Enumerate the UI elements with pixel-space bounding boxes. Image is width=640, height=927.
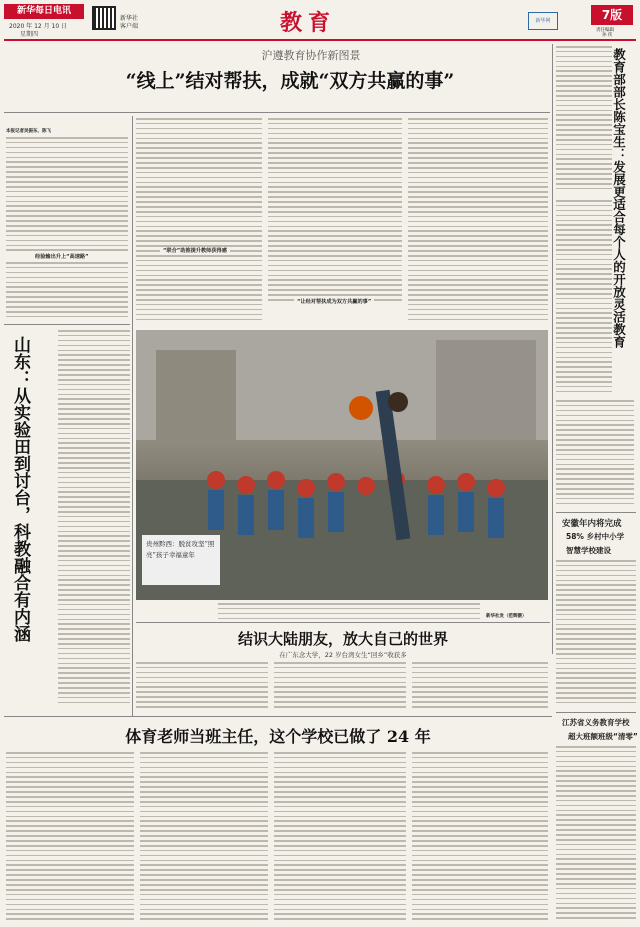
masthead-rule: [4, 39, 636, 41]
mid-story-col-3: [412, 662, 548, 712]
top-story-subhead-1: 经验输出升上“高速路”: [35, 254, 89, 260]
top-story-rule: [4, 112, 550, 113]
bottom-story-col-1: [6, 752, 134, 924]
left-story-text: [58, 330, 130, 710]
jiangsu-headline-1: 江苏省义务教育学校: [562, 718, 630, 727]
editor-name: 孙 侠: [602, 33, 613, 38]
anhui-rule: [556, 512, 636, 513]
paper-name-banner: 新华每日电讯: [4, 4, 84, 19]
app-label-2: 客户端: [120, 23, 139, 30]
right-story-text-1: [556, 46, 612, 196]
anhui-headline-1: 安徽年内将完成: [562, 519, 622, 529]
qr-code-icon: [92, 6, 116, 30]
right-story-headline: 教育部部长陈宝生：发展更适合每个人的开放灵活教育: [611, 48, 627, 348]
left-column-text-1: [6, 137, 128, 257]
mid-story-headline: 结识大陆朋友，放大自己的世界: [237, 630, 448, 648]
news-photo: [136, 330, 548, 600]
anhui-story-text: [556, 560, 636, 710]
mid-story-col-1: [136, 662, 268, 712]
top-story-subhead-2: “联合”助推提升教师获得感: [160, 247, 230, 254]
mid-story-rule: [136, 622, 550, 623]
anhui-headline-3: 智慧学校建设: [566, 546, 611, 555]
anhui-headline-2: 58% 乡村中小学: [566, 532, 625, 541]
jiangsu-story-text: [556, 746, 636, 924]
issue-weekday: 星期四: [20, 31, 39, 38]
top-story-headline: “线上”结对帮扶，成就“双方共赢的事”: [125, 70, 455, 92]
app-label-1: 新华社: [120, 15, 139, 22]
bottom-story-rule: [4, 716, 552, 717]
top-story-col-3: [408, 118, 548, 328]
section-title: 教育: [280, 10, 337, 36]
right-divider: [552, 44, 553, 654]
left-story-headline: 山东：从实验田到讨台，科教融合有内涵: [10, 336, 30, 642]
right-story-text-3: [556, 400, 634, 510]
photo-credit: 新华社发（范辉摄）: [486, 614, 527, 619]
top-story-col-1: [136, 118, 262, 328]
xinhuanet-logo: 新华网: [528, 12, 558, 30]
left-story-rule: [4, 324, 130, 325]
right-story-text-2: [556, 200, 612, 400]
jiangsu-rule: [556, 712, 636, 713]
bottom-story-col-2: [140, 752, 268, 924]
basketball: [349, 396, 373, 420]
top-story-byline: 本报记者吴振东、陈飞: [6, 129, 51, 134]
photo-caption-box: [142, 535, 220, 585]
bottom-story-col-3: [274, 752, 406, 924]
left-divider: [132, 116, 133, 716]
masthead: [0, 0, 640, 38]
bottom-story-headline: 体育老师当班主任，这个学校已做了 24 年: [125, 727, 431, 746]
top-story-col-2: [268, 118, 402, 308]
jiangsu-headline-2: 超大班额班级“清零”: [568, 732, 638, 741]
left-column-text-2: [6, 262, 128, 322]
top-story-subhead-3: “让经对帮扶成为双方共赢的事”: [294, 298, 374, 305]
issue-date: 2020 年 12 月 10 日: [9, 23, 68, 30]
photo-caption: 贵州黔西：脱贫攻坚“照亮”孩子幸福童年: [146, 540, 215, 559]
bottom-story-col-4: [412, 752, 548, 924]
editor-label: 责任编辑: [596, 28, 614, 33]
page-number-badge: 7版: [591, 5, 633, 25]
mid-story-col-2: [274, 662, 406, 712]
mid-story-subhead: 在广东念大学，22 岁台湾女生“回乡”收获多: [279, 651, 407, 659]
top-story-kicker: 沪遵教育协作新图景: [261, 49, 361, 62]
